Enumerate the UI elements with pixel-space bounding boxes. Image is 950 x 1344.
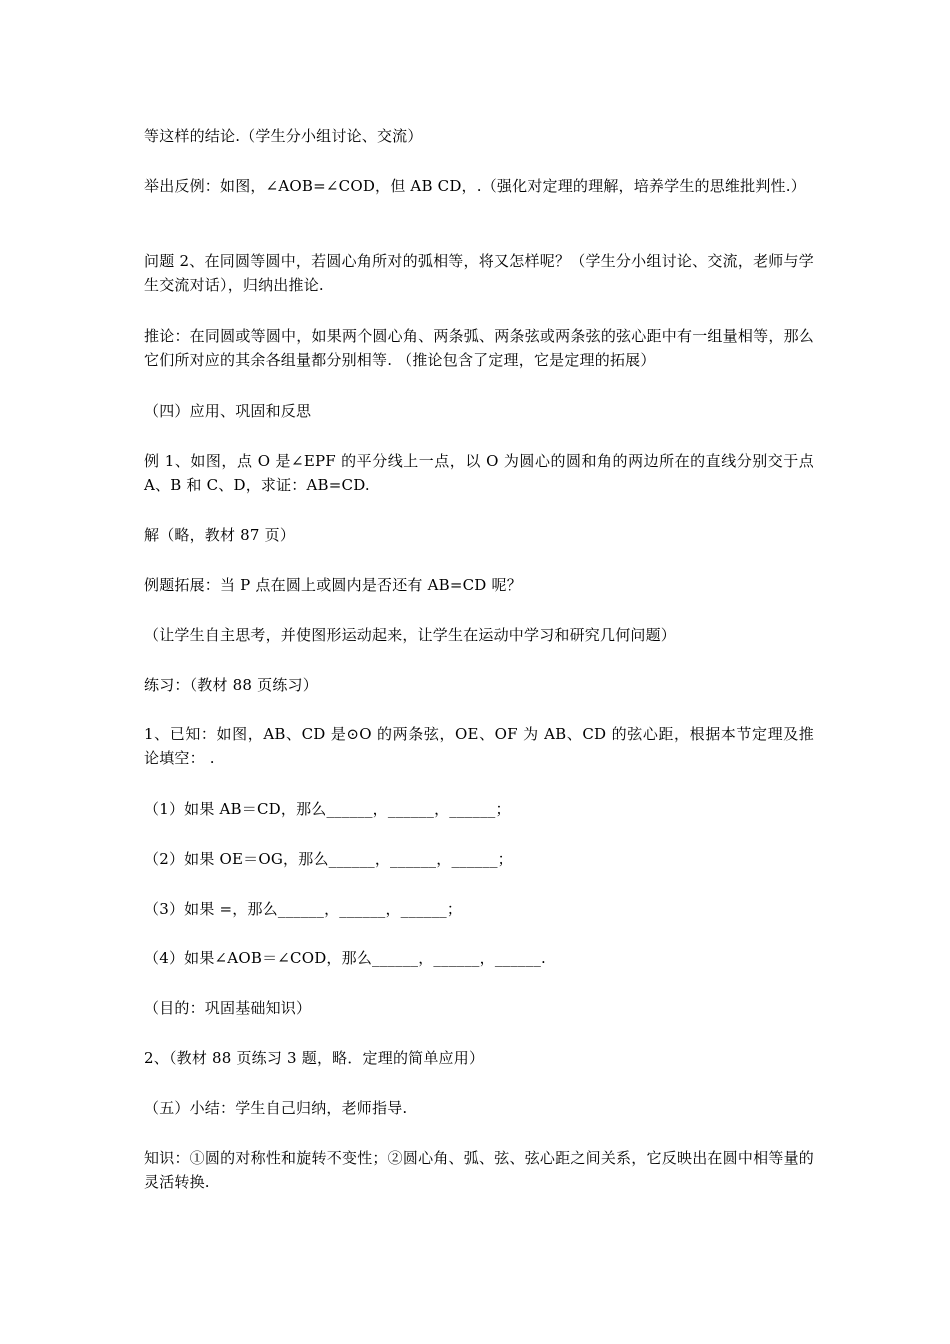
exercise-item-3: （3）如果 =，那么______，______，______； bbox=[144, 900, 463, 918]
exercise-item-4: （4）如果∠AOB＝∠COD，那么______，______，______. bbox=[144, 949, 547, 967]
paragraph-purpose: （目的：巩固基础知识） bbox=[144, 999, 312, 1017]
section-heading-summary: （五）小结：学生自己归纳，老师指导. bbox=[144, 1099, 408, 1117]
paragraph-example-extension: 例题拓展：当 P 点在圆上或圆内是否还有 AB=CD 呢？ bbox=[144, 576, 522, 594]
paragraph-exercise-2: 2、（教材 88 页练习 3 题，略．定理的简单应用） bbox=[144, 1049, 485, 1067]
paragraph-question-2: 问题 2、在同圆等圆中，若圆心角所对的弧相等，将又怎样呢？（学生分小组讨论、交流，老师与学生交流对话），归纳出推论. bbox=[144, 252, 814, 294]
paragraph-counterexample: 举出反例：如图，∠AOB=∠COD，但 AB CD，.（强化对定理的理解，培养学生的思维批判性.） bbox=[144, 177, 806, 195]
paragraph-practice: 练习：（教材 88 页练习） bbox=[144, 676, 318, 694]
exercise-item-1: （1）如果 AB＝CD，那么______，______，______； bbox=[144, 800, 511, 818]
paragraph-corollary: 推论：在同圆或等圆中，如果两个圆心角、两条弧、两条弦或两条弦的弦心距中有一组量相等，那么它们所对应的其余各组量都分别相等. （推论包含了定理，它是定理的拓展） bbox=[144, 327, 814, 369]
paragraph-solution: 解（略，教材 87 页） bbox=[144, 526, 296, 544]
paragraph-knowledge: 知识：①圆的对称性和旋转不变性；②圆心角、弧、弦、弦心距之间关系，它反映出在圆中相等量的灵活转换. bbox=[144, 1149, 814, 1191]
paragraph-exercise-1: 1、已知：如图，AB、CD 是⊙O 的两条弦，OE、OF 为 AB、CD 的弦心距，根据本节定理及推论填空： . bbox=[144, 725, 814, 767]
paragraph-student-thinking: （让学生自主思考，并使图形运动起来，让学生在运动中学习和研究几何问题） bbox=[144, 626, 677, 644]
exercise-item-2: （2）如果 OE＝OG，那么______，______，______； bbox=[144, 850, 513, 868]
paragraph-conclusion: 等这样的结论.（学生分小组讨论、交流） bbox=[144, 127, 423, 145]
section-heading-application: （四）应用、巩固和反思 bbox=[144, 402, 312, 420]
paragraph-example-1: 例 1、如图，点 O 是∠EPF 的平分线上一点，以 O 为圆心的圆和角的两边所在的直线分别交于点 A、B 和 C、D，求证：AB=CD. bbox=[144, 452, 814, 494]
